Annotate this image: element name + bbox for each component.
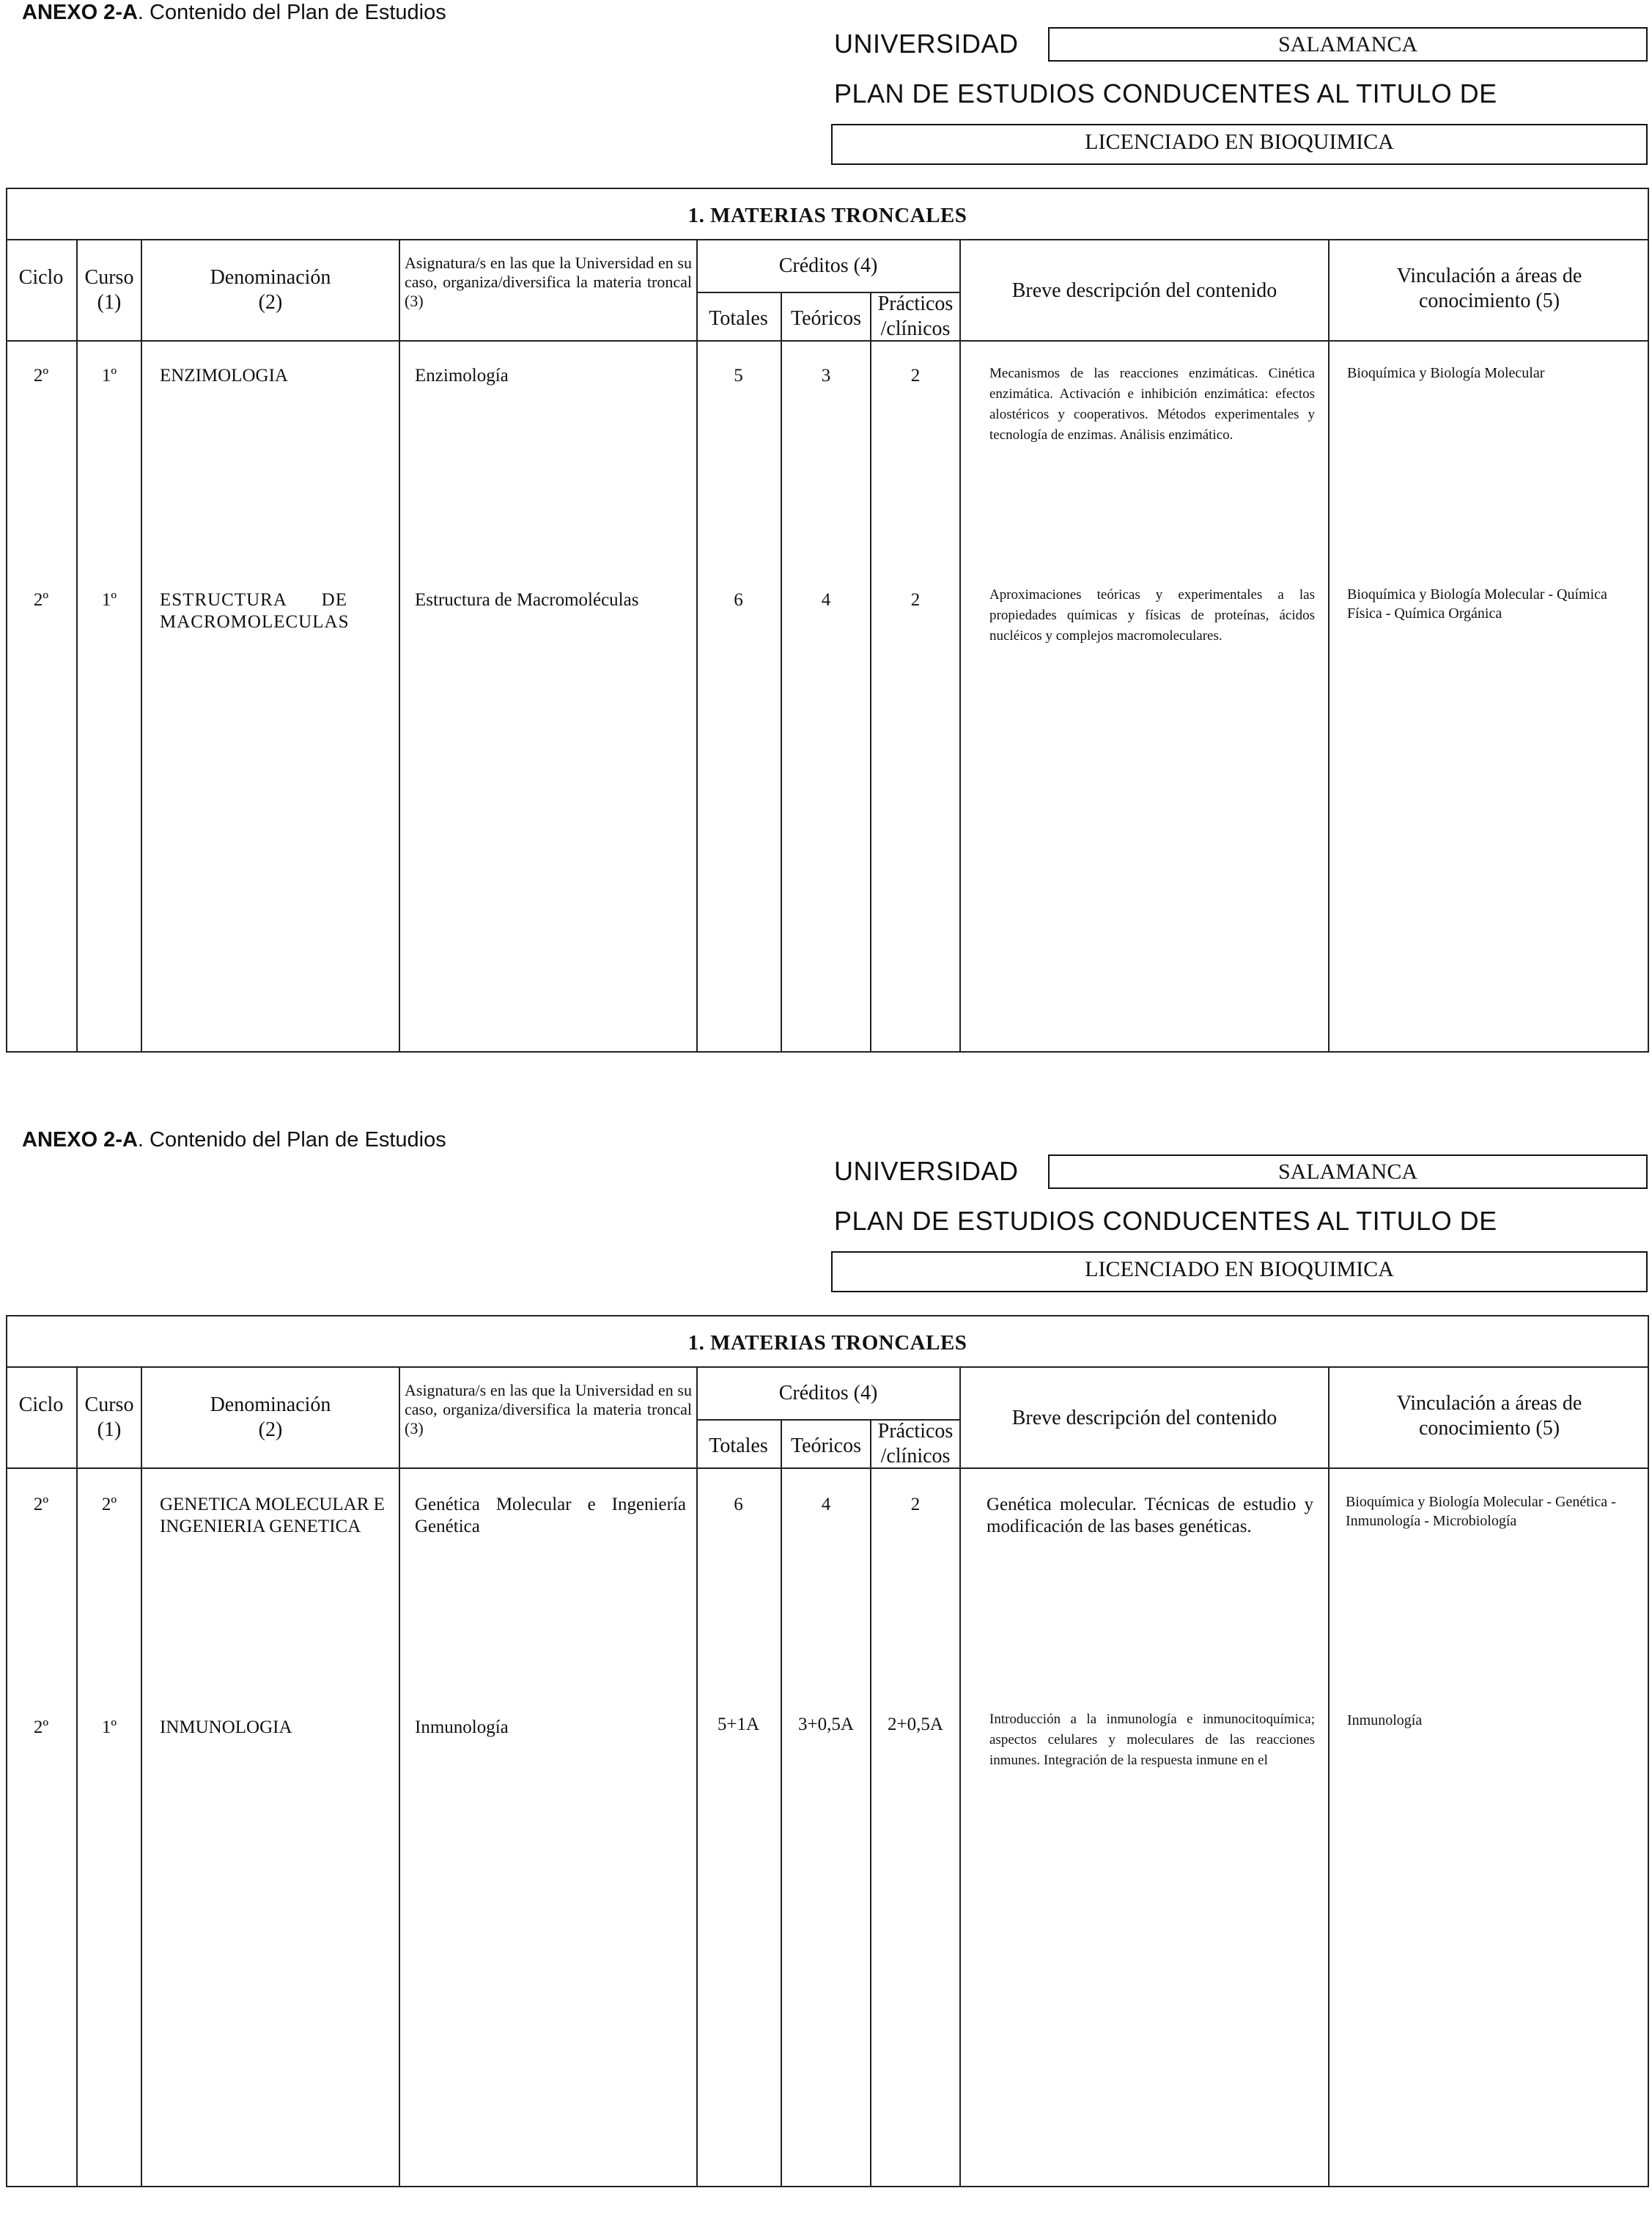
plan-title: PLAN DE ESTUDIOS CONDUCENTES AL TITULO DE (834, 78, 1497, 108)
university-name-box: SALAMANCA (1048, 1154, 1648, 1189)
header-vinculacion: Vinculación a áreas de conocimiento (5) (1396, 1392, 1582, 1440)
plan-title: PLAN DE ESTUDIOS CONDUCENTES AL TITULO DE (834, 1206, 1497, 1236)
row2-curso: 1º (101, 590, 117, 610)
university-label: UNIVERSIDAD (834, 29, 1019, 59)
row2-curso: 1º (101, 1717, 117, 1737)
header-curso: Curso (1) (84, 1393, 134, 1441)
row2-areas: Inmunología (1347, 1712, 1423, 1728)
header-creditos: Créditos (4) (778, 254, 878, 277)
degree-box: LICENCIADO EN BIOQUIMICA (831, 1251, 1648, 1292)
row2-practicos: 2+0,5A (888, 1714, 943, 1734)
header-denominacion: Denominación (2) (210, 1393, 331, 1441)
row1-curso: 2º (101, 1495, 117, 1514)
row2-teoricos: 3+0,5A (798, 1714, 854, 1734)
header-ciclo: Ciclo (18, 266, 64, 289)
row1-practicos: 2 (910, 1495, 921, 1514)
row1-practicos: 2 (910, 366, 921, 386)
row2-areas: Bioquímica y Biología Molecular - Química Física - Química Orgánica (1347, 586, 1607, 622)
document-page-2 (0, 1127, 1652, 2221)
row1-areas: Bioquímica y Biología Molecular (1347, 365, 1545, 381)
header-breve-descripcion: Breve descripción del contenido (1011, 1407, 1277, 1429)
row2-practicos: 2 (910, 590, 921, 610)
row1-descripcion: Mecanismos de las reacciones enzimáticas. Cinética enzimática. Activación e inhibición enzimática: efectos alostéricos y cooperativos. Métodos experimentales y tecnología de enzimas. Análisis enzimático. (989, 366, 1315, 443)
header-asignatura: Asignatura/s en las que la Universidad en su caso, organiza/diversifica la materia troncal (3) (405, 254, 692, 310)
header-totales: Totales (709, 1434, 768, 1457)
row2-ciclo: 2º (33, 590, 49, 610)
row2-denominacion: ESTRUCTURA DE MACROMOLECULAS (160, 590, 350, 632)
header-totales: Totales (709, 307, 768, 330)
header-practicos: Prácticos /clínicos (877, 292, 954, 340)
annex-heading: ANEXO 2-A. Contenido del Plan de Estudios (22, 1128, 446, 1152)
table-title: 1. MATERIAS TRONCALES (687, 1331, 967, 1355)
row2-descripcion: Aproximaciones teóricas y experimentales a las propiedades químicas y físicas de proteínas, ácidos nucléicos y complejos macromoleculares. (989, 587, 1315, 644)
header-teoricos: Teóricos (790, 1434, 861, 1457)
university-name-box: SALAMANCA (1048, 27, 1648, 62)
header-creditos: Créditos (4) (778, 1382, 878, 1404)
row2-denominacion: INMUNOLOGIA (160, 1717, 292, 1737)
row2-totales: 5+1A (717, 1714, 760, 1734)
header-teoricos: Teóricos (790, 307, 861, 330)
row1-denominacion: GENETICA MOLECULAR E INGENIERIA GENETICA (160, 1495, 385, 1536)
row2-totales: 6 (734, 590, 743, 610)
row2-ciclo: 2º (33, 1717, 49, 1737)
row1-totales: 5 (734, 366, 743, 386)
row1-ciclo: 2º (33, 1495, 49, 1514)
row1-teoricos: 4 (821, 1495, 831, 1514)
row2-asignatura: Inmunología (415, 1717, 509, 1737)
row1-asignatura: Enzimología (415, 366, 509, 386)
row1-denominacion: ENZIMOLOGIA (160, 366, 288, 386)
document-page-1 (0, 0, 1652, 1094)
header-vinculacion: Vinculación a áreas de conocimiento (5) (1396, 265, 1582, 312)
header-breve-descripcion: Breve descripción del contenido (1011, 279, 1277, 302)
header-practicos: Prácticos /clínicos (877, 1420, 954, 1467)
row2-asignatura: Estructura de Macromoléculas (415, 590, 639, 610)
header-denominacion: Denominación (2) (210, 266, 331, 314)
row2-descripcion: Introducción a la inmunología e inmunocitoquímica; aspectos celulares y moleculares de las reacciones inmunes. Integración de la respuesta inmune en el (989, 1712, 1315, 1768)
row1-areas: Bioquímica y Biología Molecular - Genética - Inmunología - Microbiología (1346, 1494, 1616, 1529)
degree-box: LICENCIADO EN BIOQUIMICA (831, 124, 1648, 165)
row2-teoricos: 4 (821, 590, 831, 610)
row1-descripcion: Genética molecular. Técnicas de estudio y modificación de las bases genéticas. (987, 1495, 1313, 1536)
table-title: 1. MATERIAS TRONCALES (687, 204, 967, 227)
header-curso: Curso (1) (84, 266, 134, 314)
row1-curso: 1º (101, 366, 117, 386)
row1-asignatura: Genética Molecular e Ingeniería Genética (415, 1495, 686, 1536)
annex-heading: ANEXO 2-A. Contenido del Plan de Estudios (22, 1, 446, 24)
row1-ciclo: 2º (33, 366, 49, 386)
header-ciclo: Ciclo (18, 1393, 64, 1416)
header-asignatura: Asignatura/s en las que la Universidad en su caso, organiza/diversifica la materia troncal (3) (405, 1381, 692, 1437)
row1-totales: 6 (734, 1495, 743, 1514)
row1-teoricos: 3 (821, 366, 831, 386)
university-label: UNIVERSIDAD (834, 1156, 1019, 1186)
